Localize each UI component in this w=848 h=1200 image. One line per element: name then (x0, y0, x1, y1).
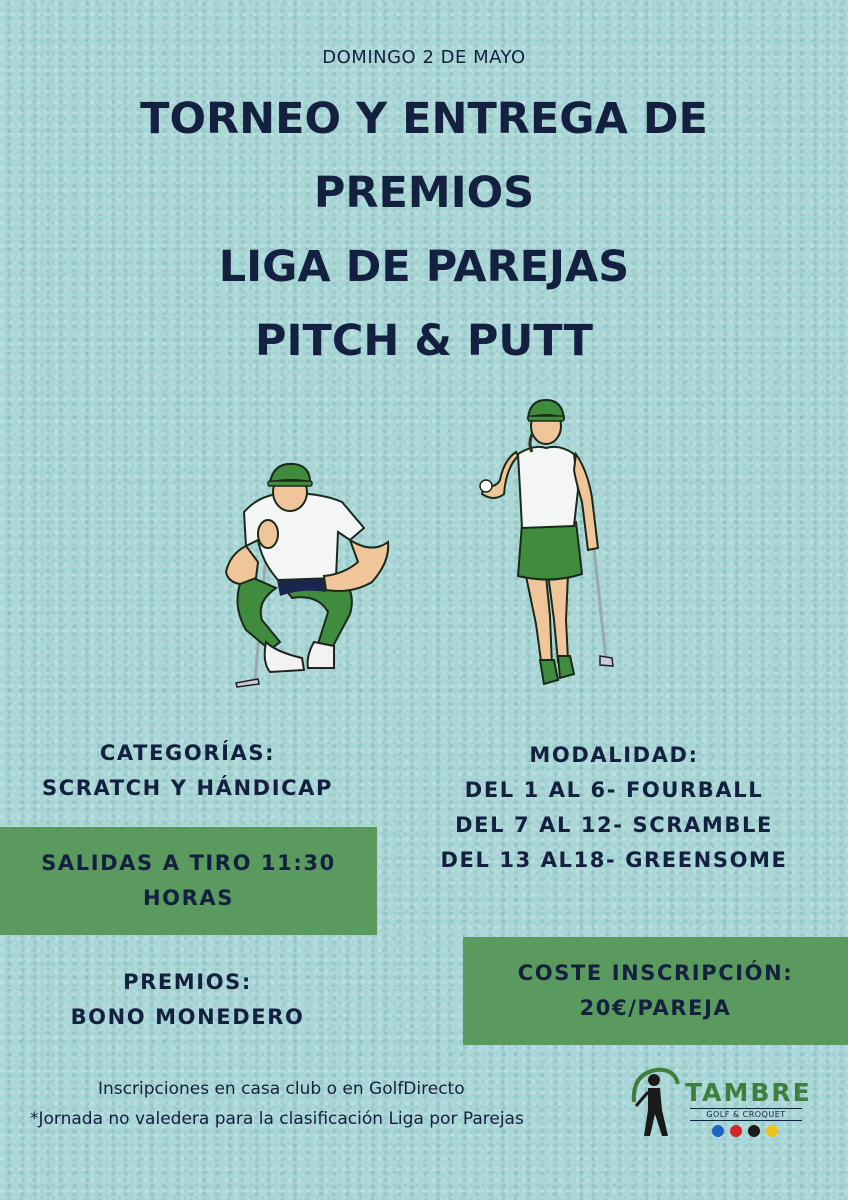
logo-dot-black (748, 1125, 760, 1137)
coste-box (463, 937, 848, 1045)
salidas-box (0, 827, 377, 935)
categorias-block (0, 736, 375, 806)
title-line-3: LIGA DE PAREJAS (218, 242, 630, 292)
premios-value: BONO MONEDERO (70, 1005, 305, 1029)
date-heading: DOMINGO 2 DE MAYO (322, 47, 526, 68)
salidas-line-1: SALIDAS A TIRO 11:30 (41, 851, 336, 875)
footer-line-2: *Jornada no valedera para la clasificación Liga por Parejas (30, 1109, 524, 1129)
premios-block (0, 965, 375, 1035)
modalidad-line-1: DEL 1 AL 6- FOURBALL (464, 778, 764, 802)
logo-dot-yellow (766, 1125, 778, 1137)
logo-dot-red (730, 1125, 742, 1137)
modalidad-block (400, 738, 828, 878)
title-line-1: TORNEO Y ENTREGA DE (140, 94, 708, 144)
golfer-standing-icon (474, 398, 620, 690)
categorias-value: SCRATCH Y HÁNDICAP (42, 776, 333, 800)
modalidad-heading: MODALIDAD: (529, 743, 699, 767)
golfer-logo-icon (628, 1066, 682, 1140)
logo-dot-blue (712, 1125, 724, 1137)
modalidad-line-2: DEL 7 AL 12- SCRAMBLE (455, 813, 773, 837)
coste-line-1: COSTE INSCRIPCIÓN: (517, 961, 794, 985)
golfer-crouching-icon (222, 462, 394, 690)
coste-line-2: 20€/PAREJA (579, 996, 732, 1020)
title-line-4: PITCH & PUTT (255, 316, 593, 366)
logo-subtitle: GOLF & CROQUET (690, 1108, 802, 1121)
modalidad-line-3: DEL 13 AL18- GREENSOME (440, 848, 788, 872)
title-line-2: PREMIOS (313, 168, 535, 218)
footer-line-1: Inscripciones en casa club o en GolfDirecto (98, 1079, 465, 1099)
categorias-heading: CATEGORÍAS: (99, 741, 276, 765)
premios-heading: PREMIOS: (123, 970, 252, 994)
logo-name: TAMBRE (685, 1078, 812, 1107)
salidas-line-2: HORAS (143, 886, 234, 910)
